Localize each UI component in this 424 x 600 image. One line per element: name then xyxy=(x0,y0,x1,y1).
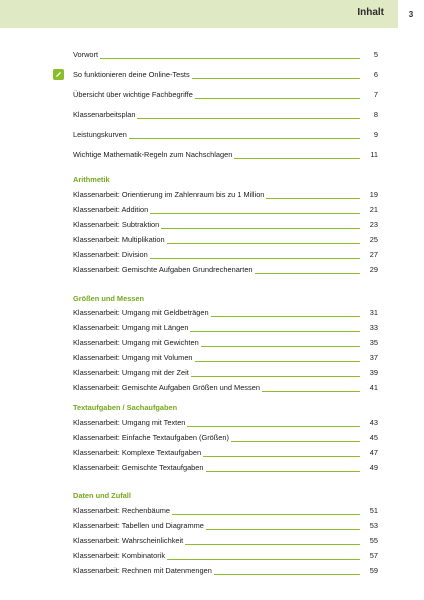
toc-entry[interactable] xyxy=(73,233,378,247)
toc-entry[interactable] xyxy=(73,381,378,395)
toc-entry[interactable] xyxy=(73,108,378,122)
toc-entry-page: 27 xyxy=(369,250,378,259)
online-test-icon xyxy=(53,69,64,80)
toc-entry-title: So funktionieren deine Online-Tests xyxy=(73,68,192,82)
toc-entry-page: 31 xyxy=(369,308,378,317)
toc-entry-page: 39 xyxy=(369,368,378,377)
toc-entry-page: 35 xyxy=(369,338,378,347)
toc-entry-page: 11 xyxy=(370,150,378,159)
toc-entry-title: Klassenarbeit: Gemischte Aufgaben Grundrechenarten xyxy=(73,263,255,277)
toc-entry-page: 47 xyxy=(369,448,378,457)
toc-entry-title: Wichtige Mathematik-Regeln zum Nachschlagen xyxy=(73,148,234,162)
section-heading: Arithmetik xyxy=(73,175,110,184)
toc-entry[interactable] xyxy=(73,446,378,460)
header-title: Inhalt xyxy=(357,7,384,18)
toc-entry-page: 59 xyxy=(369,566,378,575)
toc-entry-title: Klassenarbeit: Subtraktion xyxy=(73,218,161,232)
toc-entry[interactable] xyxy=(73,68,378,82)
toc-entry-page: 37 xyxy=(369,353,378,362)
toc-entry-title: Klassenarbeit: Umgang mit der Zeit xyxy=(73,366,191,380)
toc-entry[interactable] xyxy=(73,148,378,162)
toc-entry-page: 7 xyxy=(373,90,378,99)
toc-entry-title: Klassenarbeit: Gemischte Aufgaben Größen und Messen xyxy=(73,381,262,395)
toc-entry-title: Klassenarbeit: Einfache Textaufgaben (Größen) xyxy=(73,431,231,445)
toc-entry-title: Klassenarbeit: Wahrscheinlichkeit xyxy=(73,534,185,548)
toc-entry-page: 57 xyxy=(369,551,378,560)
toc-entry-title: Klassenarbeit: Tabellen und Diagramme xyxy=(73,519,206,533)
toc-entry-title: Klassenarbeitsplan xyxy=(73,108,137,122)
toc-entry[interactable] xyxy=(73,431,378,445)
toc-entry[interactable] xyxy=(73,519,378,533)
toc-entry-title: Übersicht über wichtige Fachbegriffe xyxy=(73,88,195,102)
toc-entry-title: Leistungskurven xyxy=(73,128,129,142)
toc-entry-page: 53 xyxy=(369,521,378,530)
page-number: 3 xyxy=(398,0,424,28)
toc-entry-page: 25 xyxy=(369,235,378,244)
toc-entry[interactable] xyxy=(73,128,378,142)
toc-entry-title: Klassenarbeit: Umgang mit Texten xyxy=(73,416,187,430)
toc-entry-title: Klassenarbeit: Gemischte Textaufgaben xyxy=(73,461,206,475)
toc-entry[interactable] xyxy=(73,416,378,430)
toc-entry-page: 41 xyxy=(369,383,378,392)
toc-entry-title: Klassenarbeit: Multiplikation xyxy=(73,233,167,247)
toc-entry[interactable] xyxy=(73,188,378,202)
toc-entry-title: Klassenarbeit: Rechnen mit Datenmengen xyxy=(73,564,214,578)
toc-entry[interactable] xyxy=(73,248,378,262)
toc-entry-title: Klassenarbeit: Orientierung im Zahlenraum bis zu 1 Million xyxy=(73,188,266,202)
toc-entry[interactable] xyxy=(73,504,378,518)
toc-entry-page: 55 xyxy=(369,536,378,545)
toc-entry-title: Klassenarbeit: Umgang mit Geldbeträgen xyxy=(73,306,211,320)
toc-entry[interactable] xyxy=(73,321,378,335)
toc-entry-title: Klassenarbeit: Rechenbäume xyxy=(73,504,172,518)
toc-entry-page: 23 xyxy=(369,220,378,229)
leader-line xyxy=(73,58,360,59)
toc-entry-page: 43 xyxy=(369,418,378,427)
toc-entry-title: Klassenarbeit: Division xyxy=(73,248,150,262)
toc-entry-title: Klassenarbeit: Umgang mit Gewichten xyxy=(73,336,201,350)
toc-entry[interactable] xyxy=(73,366,378,380)
section-heading: Daten und Zufall xyxy=(73,491,131,500)
toc-entry-page: 19 xyxy=(369,190,378,199)
toc-entry[interactable] xyxy=(73,203,378,217)
section-heading: Größen und Messen xyxy=(73,294,145,303)
toc-entry-page: 21 xyxy=(369,205,378,214)
header-band xyxy=(0,0,398,28)
page-header xyxy=(0,0,424,28)
toc-entry-page: 49 xyxy=(369,463,378,472)
toc-entry[interactable] xyxy=(73,263,378,277)
toc-entry-page: 6 xyxy=(373,70,378,79)
toc-entry[interactable] xyxy=(73,534,378,548)
toc-entry-title: Klassenarbeit: Addition xyxy=(73,203,150,217)
toc-entry[interactable] xyxy=(73,549,378,563)
toc-entry-title: Klassenarbeit: Umgang mit Volumen xyxy=(73,351,195,365)
toc-entry[interactable] xyxy=(73,88,378,102)
toc-entry-page: 8 xyxy=(373,110,378,119)
toc-entry[interactable] xyxy=(73,48,378,62)
toc-entry-page: 29 xyxy=(369,265,378,274)
toc-entry-title: Klassenarbeit: Kombinatorik xyxy=(73,549,167,563)
section-heading: Textaufgaben / Sachaufgaben xyxy=(73,403,178,412)
toc-entry-page: 33 xyxy=(369,323,378,332)
toc-entry[interactable] xyxy=(73,351,378,365)
toc-entry-page: 51 xyxy=(369,506,378,515)
toc-entry[interactable] xyxy=(73,218,378,232)
toc-entry[interactable] xyxy=(73,564,378,578)
toc-entry-title: Vorwort xyxy=(73,48,100,62)
toc-entry-title: Klassenarbeit: Komplexe Textaufgaben xyxy=(73,446,203,460)
toc-entry[interactable] xyxy=(73,306,378,320)
toc-entry-page: 9 xyxy=(373,130,378,139)
toc-entry[interactable] xyxy=(73,336,378,350)
toc-entry-page: 45 xyxy=(369,433,378,442)
toc-entry-page: 5 xyxy=(373,50,378,59)
toc-entry-title: Klassenarbeit: Umgang mit Längen xyxy=(73,321,190,335)
toc-entry[interactable] xyxy=(73,461,378,475)
